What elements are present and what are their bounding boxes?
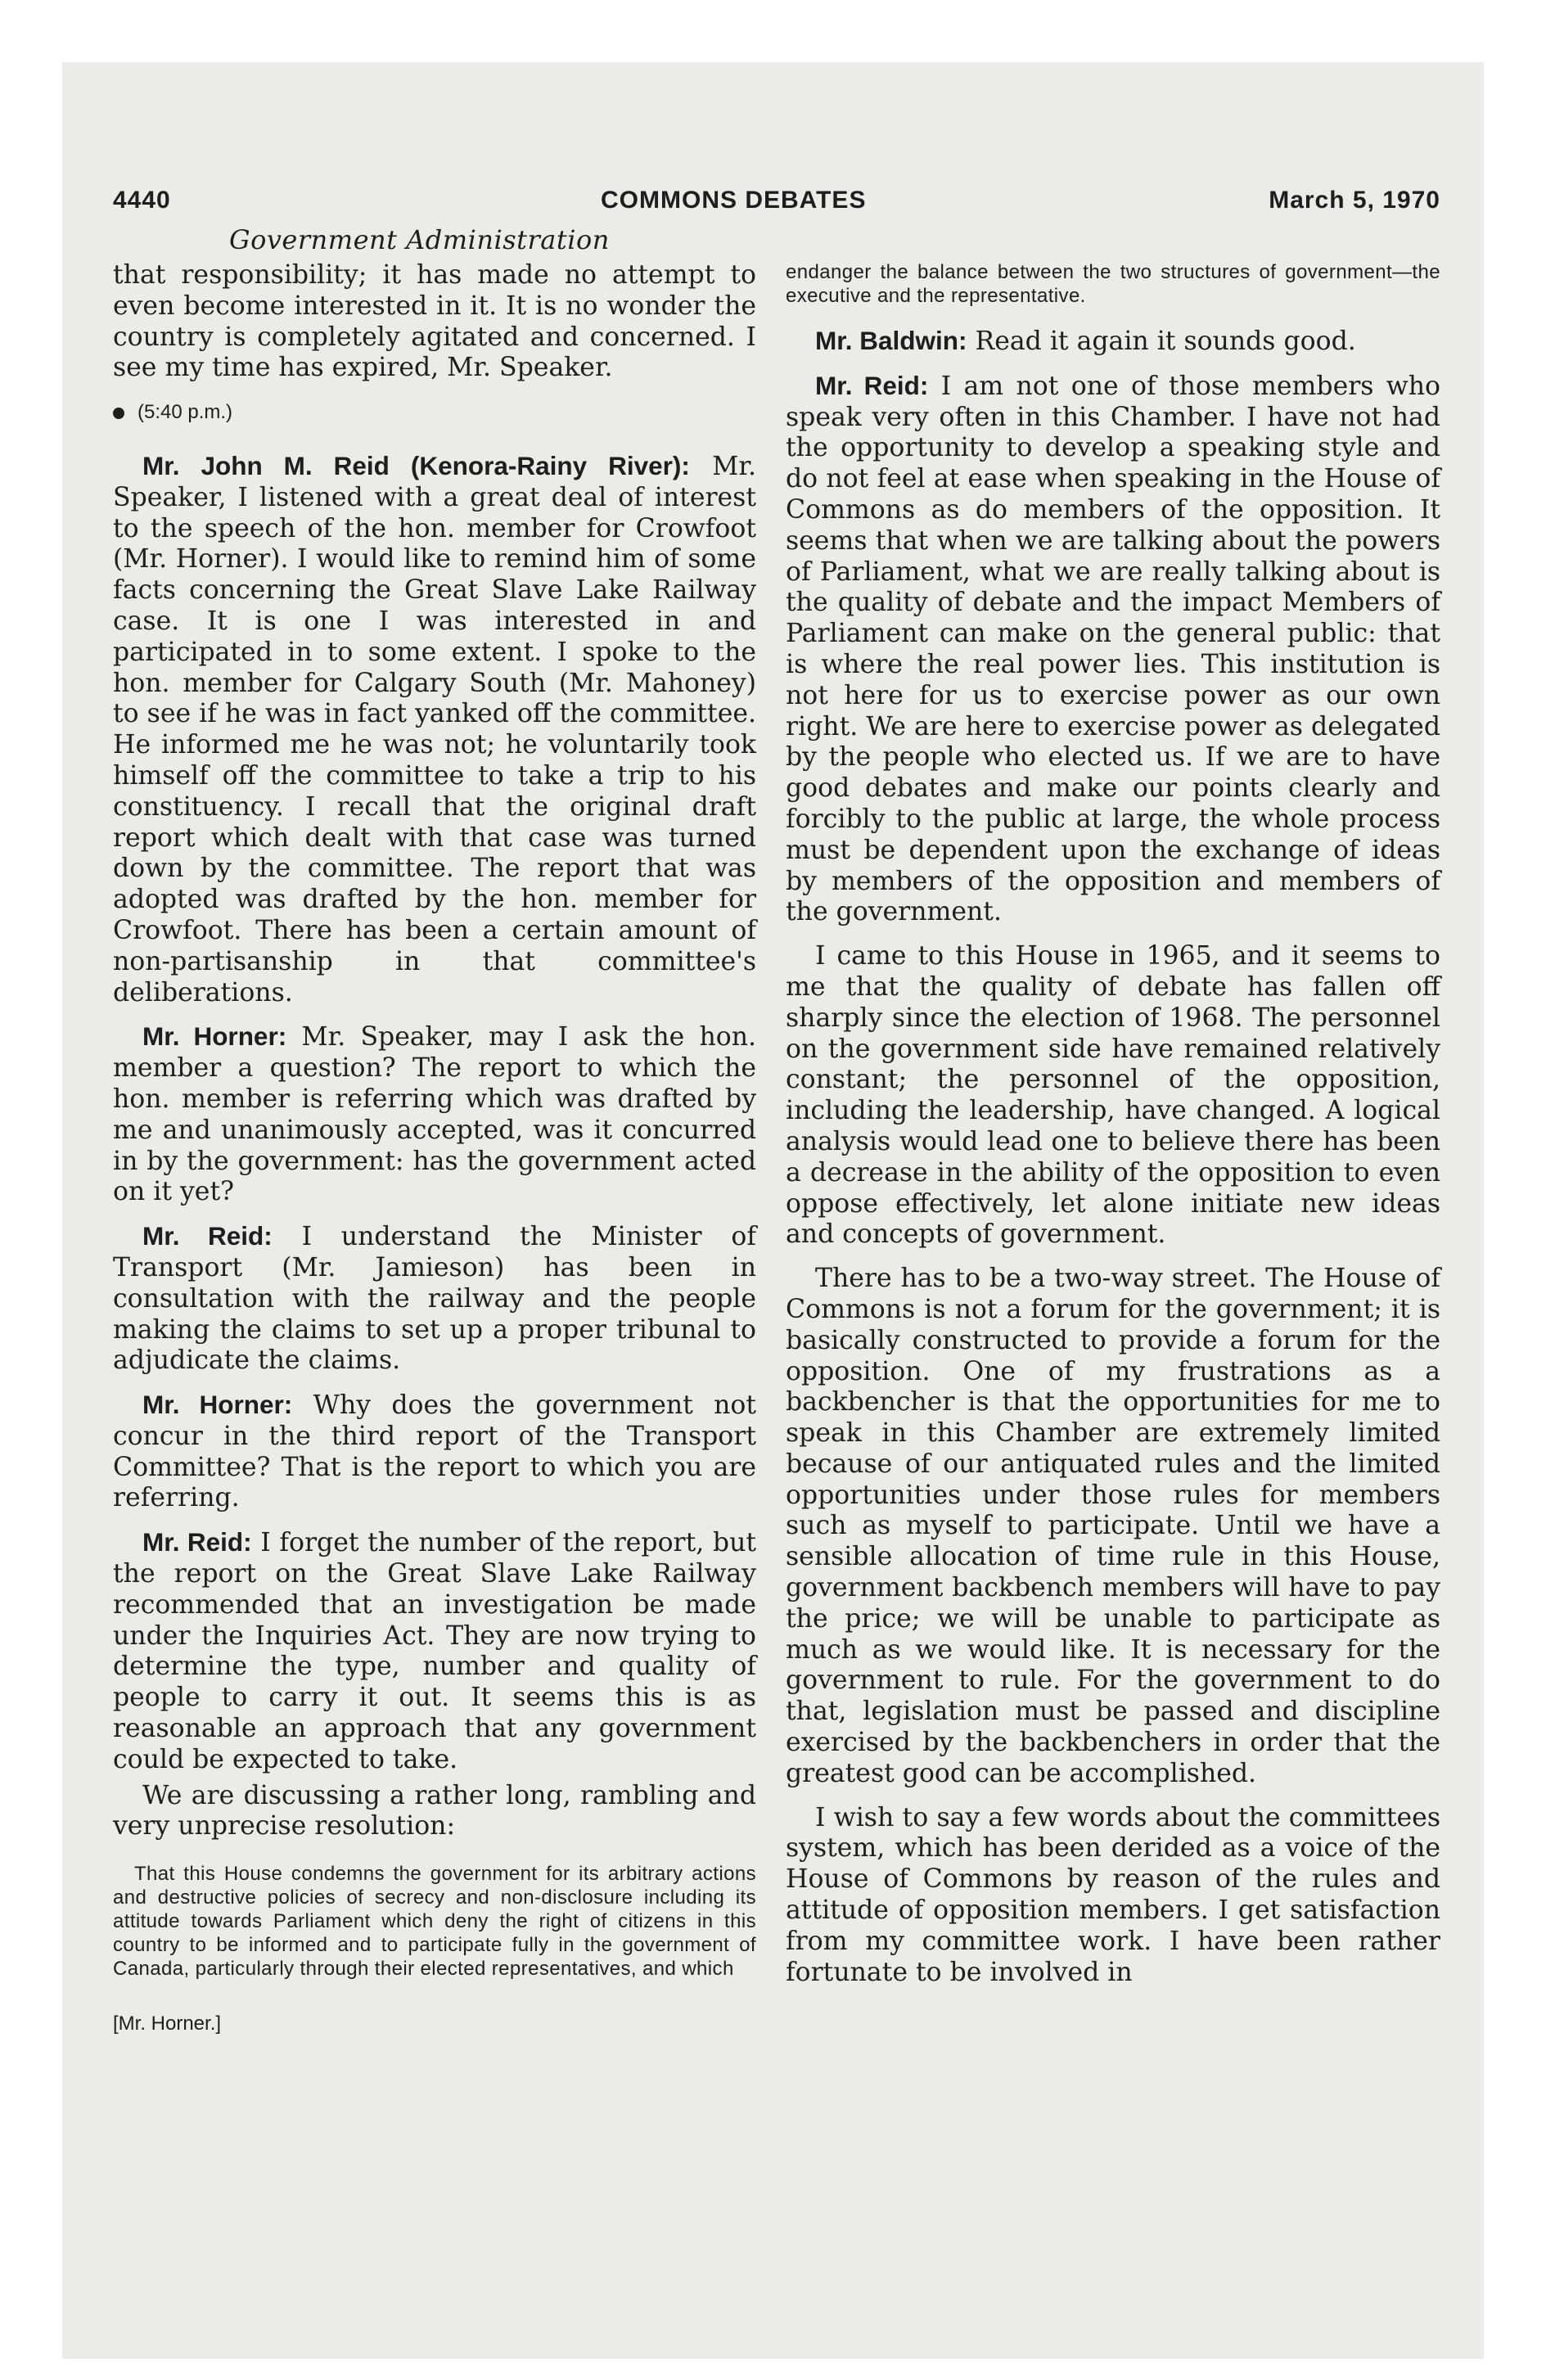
issue-date: March 5, 1970 (1269, 187, 1440, 214)
paragraph: We are discussing a rather long, rambling and very unprecise resolution: (113, 1780, 756, 1841)
speaker-name: Mr. John M. Reid (Kenora-Rainy River): (142, 450, 690, 480)
speech-text: Mr. Speaker, may I ask the hon. member a question? The report to which the hon. member is referring which was drafted by me and unanimously accepted, was it concurred in by the government: has the government acted on it yet? (113, 1022, 756, 1207)
running-header (113, 187, 1440, 223)
timestamp (113, 397, 756, 428)
paragraph (113, 1021, 756, 1208)
speech-text: Why does the government not concur in the third report of the Transport Committee? That is the report to which you are referring. (113, 1391, 756, 1513)
paragraph (113, 1390, 756, 1514)
timestamp-text: (5:40 p.m.) (137, 401, 233, 424)
speaker-name: Mr. Baldwin: (815, 326, 967, 355)
paragraph (113, 1221, 756, 1377)
speech-text: I am not one of those members who speak very often in this Chamber. I have not had the opportunity to develop a speaking style and do not feel at ease when speaking in the House of Commons as do members of the opposition. It seems that when we are talking about the powers of Parliament, what we are really talking about is the quality of debate and the impact Members of Parliament can make on the general public: that is where the real power lies. This institution is not here for us to exercise power as our own right. We are here to exercise power as delegated by the people who elected us. If we are to have good debates and make our points clearly and forcibly to the public at large, the whole process must be dependent upon the exchange of ideas by members of the opposition and members of the government. (786, 371, 1441, 927)
quoted-resolution-continued: endanger the balance between the two structures of government—the executive and the representative. (786, 261, 1440, 307)
bullet-icon (113, 408, 124, 419)
publication-title: COMMONS DEBATES (601, 187, 867, 214)
speaker-name: Mr. Reid: (815, 370, 929, 400)
speaker-name: Mr. Horner: (142, 1390, 293, 1420)
right-column (786, 260, 1440, 2001)
left-column (113, 260, 756, 2053)
quoted-resolution: That this House condemns the government for its arbitrary actions and destructive policies of secrecy and non-disclosure including its attitude towards Parliament which deny the right of citizens in this country to be informed and to participate fully in the government of Canada, particularly through their elected representatives, and which (113, 1863, 756, 1981)
speaker-name: Mr. Reid: (142, 1527, 252, 1557)
paragraph (113, 1527, 756, 1775)
attribution: [Mr. Horner.] (113, 2013, 222, 2035)
section-title: Government Administration (229, 224, 610, 255)
paragraph (113, 451, 756, 1008)
speech-text: Read it again it sounds good. (975, 327, 1356, 356)
paragraph: I wish to say a few words about the committees system, which has been derided as a voice of the House of Commons by reason of the rules and attitude of opposition members. I get satisfaction from my committee work. I have been rather fortunate to be involved in (786, 1802, 1440, 1987)
speech-text: Mr. Speaker, I listened with a great deal of interest to the speech of the hon. member for Crowfoot (Mr. Horner). I would like to remind him of some facts concerning the Great Slave Lake Railway case. It is one I was interested in and participated in to some extent. I spoke to the hon. member for Calgary South (Mr. Mahoney) to see if he was in fact yanked off the committee. He informed me he was not; he voluntarily took himself off the committee to take a trip to his constituency. I recall that the original draft report which dealt with that case was turned down by the committee. The report that was adopted was drafted by the hon. member for Crowfoot. There has been a certain amount of non-partisanship in that committee's deliberations. (113, 451, 757, 1007)
speech-text: I forget the number of the report, but the report on the Great Slave Lake Railway recommended that an investigation be made under the Inquiries Act. They are now trying to determine the type, number and quality of people to carry it out. It seems this is as reasonable an approach that any government could be expected to take. (113, 1528, 757, 1774)
page-number: 4440 (113, 187, 171, 214)
paragraph: that responsibility; it has made no attempt to even become interested in it. It is no wonder the country is completely agitated and concerned. I see my time has expired, Mr. Speaker. (113, 260, 756, 383)
paragraph (786, 326, 1440, 358)
speaker-name: Mr. Horner: (142, 1021, 287, 1052)
paragraph (786, 371, 1440, 928)
paragraph: There has to be a two-way street. The House of Commons is not a forum for the government; it is basically constructed to provide a forum for the opposition. One of my frustrations as a backbencher is that the opportunities for me to speak in this Chamber are extremely limited because of our antiquated rules and the limited opportunities under those rules for members such as myself to participate. Until we have a sensible allocation of time rule in this House, government backbench members will have to pay the price; we will be unable to participate as much as we would like. It is necessary for the government to rule. For the government to do that, legislation must be passed and discipline exercised by the backbenchers in order that the greatest good can be accomplished. (786, 1264, 1440, 1788)
speaker-name: Mr. Reid: (142, 1221, 273, 1251)
paragraph: I came to this House in 1965, and it seems to me that the quality of debate has fallen off sharply since the election of 1968. The personnel on the government side have remained relatively constant; the personnel of the opposition, including the leadership, have changed. A logical analysis would lead one to believe there has been a decrease in the ability of the opposition to even oppose effectively, let alone initiate new ideas and concepts of government. (786, 941, 1440, 1250)
speech-text: I understand the Minister of Transport (Mr. Jamieson) has been in consultation with the railway and the people making the claims to set up a proper tribunal to adjudicate the claims. (113, 1222, 757, 1376)
